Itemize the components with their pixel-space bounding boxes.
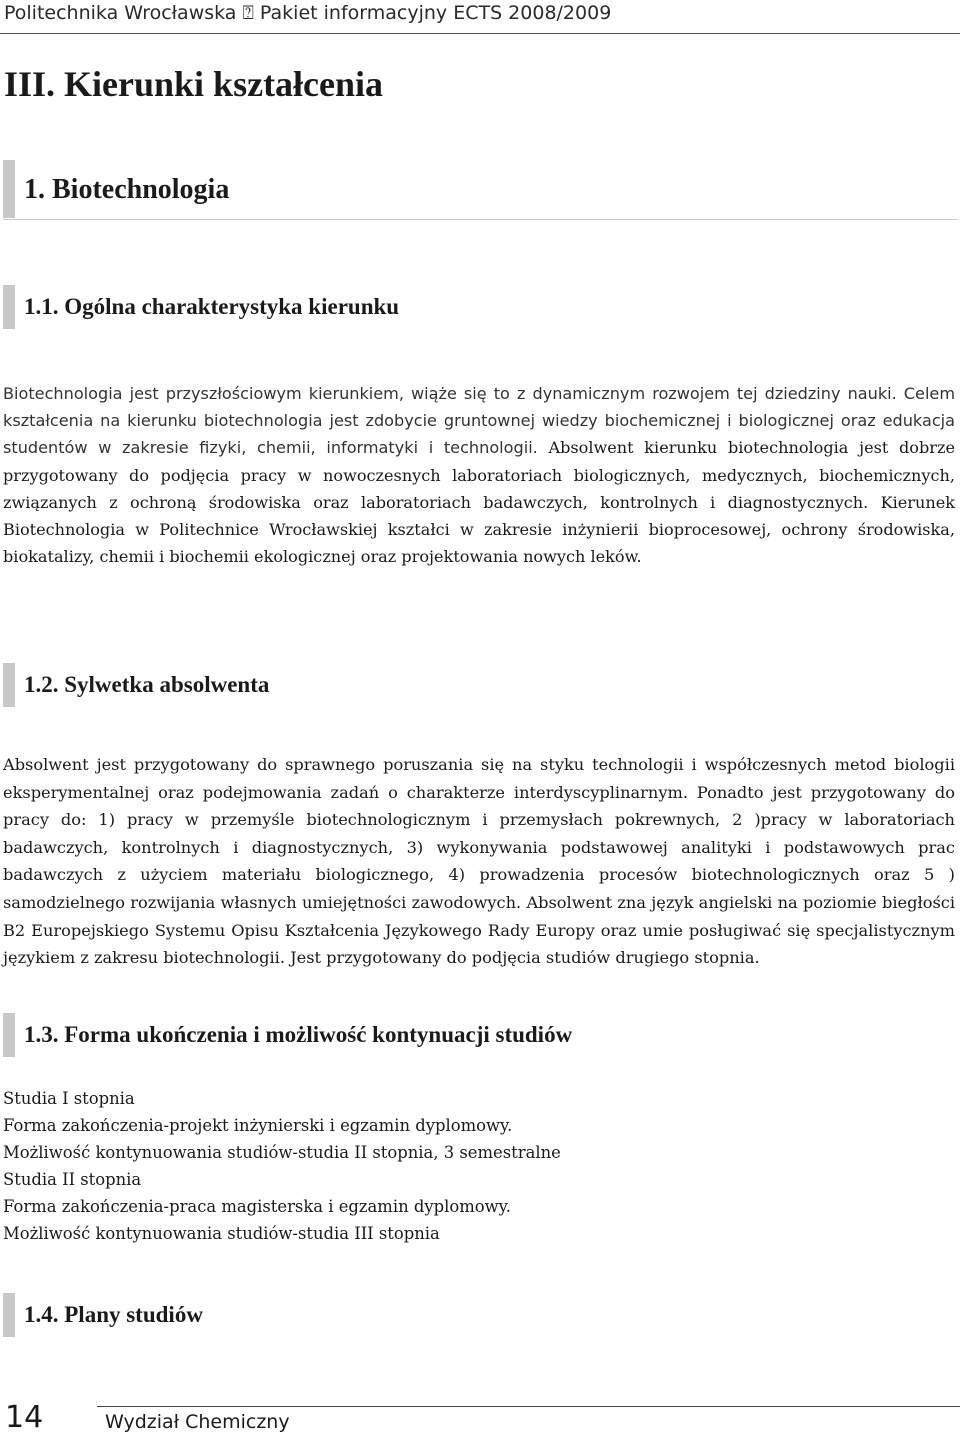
running-header <box>0 0 960 33</box>
section-marker <box>3 1013 15 1057</box>
header-rule <box>0 33 960 34</box>
list-item: Możliwość kontynuowania studiów-studia III stopnia <box>3 1224 440 1243</box>
section-rule <box>3 219 958 220</box>
characteristics-paragraph <box>3 380 955 570</box>
section-marker <box>3 663 15 707</box>
completion-list <box>3 1085 561 1247</box>
page-number: 14 <box>5 1400 44 1435</box>
list-item: Możliwość kontynuowania studiów-studia II stopnia, 3 semestralne <box>3 1143 561 1162</box>
characteristics-text-b: Absolwent kierunku biotechnologia jest dobrze przygotowany do podjęcia pracy w nowoczesnych laboratoriach biologicznych, medycznych, biochemicznych, związanych z ochroną środowiska oraz laboratoriach badawczych, kontrolnych i diagnostycznych. Kierunek Biotechnologia w Politechnice Wrocławskiej kształci w zakresie inżynierii bioprocesowej, ochrony środowiska, biokatalizy, chemii i biochemii ekologicznej oraz projektowania nowych leków. <box>3 438 955 567</box>
section-heading-1 <box>3 160 958 218</box>
part-title: III. Kierunki kształcenia <box>4 64 384 104</box>
list-item: Studia I stopnia <box>3 1089 135 1108</box>
header-text: Politechnika Wrocławska ⍰ Pakiet informacyjny ECTS 2008/2009 <box>4 2 612 24</box>
footer-rule <box>97 1406 960 1407</box>
section-marker <box>3 1293 15 1337</box>
department-name: Wydział Chemiczny <box>105 1411 290 1433</box>
section-marker <box>3 285 15 329</box>
section-title: 1.2. Sylwetka absolwenta <box>24 672 270 697</box>
section-marker <box>3 160 15 218</box>
graduate-profile-paragraph: Absolwent jest przygotowany do sprawnego poruszania się na styku technologii i współczesnych metod biologii eksperymentalnej oraz podejmowania zadań o charakterze interdyscyplinarnym. Ponadto jest przygotowany do pracy do: 1) pracy w przemyśle biotechnologicznym i przemysłach pokrewnych, 2 )pracy w laboratoriach badawczych, kontrolnych i diagnostycznych, 3) wykonywania podstawowej analityki i podstawowych prac badawczych z użyciem materiału biologicznego, 4) prowadzenia procesów biotechnologicznych oraz 5 ) samodzielnego rozwijania własnych umiejętności zawodowych. Absolwent zna język angielski na poziomie biegłości B2 Europejskiego Systemu Opisu Kształcenia Językowego Rady Europy oraz umie posługiwać się specjalistycznym językiem z zakresu biotechnologii. Jest przygotowany do podjęcia studiów drugiego stopnia. <box>3 755 955 968</box>
section-title: 1.4. Plany studiów <box>24 1302 203 1327</box>
characteristics-text-a: Biotechnologia jest przyszłościowym kierunkiem, wiąże się to z dynamicznym rozwojem tej dziedziny nauki. Celem kształcenia na kierunku biotechnologia jest zdobycie gruntownej wiedzy biochemicznej i biologicznej oraz edukacja studentów w zakresie fizyki, chemii, informatyki i technologii. <box>3 384 955 458</box>
list-item: Studia II stopnia <box>3 1170 142 1189</box>
list-item: Forma zakończenia-projekt inżynierski i egzamin dyplomowy. <box>3 1116 513 1135</box>
running-footer <box>0 1398 960 1438</box>
list-item: Forma zakończenia-praca magisterska i egzamin dyplomowy. <box>3 1197 511 1216</box>
section-title: 1. Biotechnologia <box>24 174 230 205</box>
section-title: 1.1. Ogólna charakterystyka kierunku <box>24 294 400 319</box>
section-title: 1.3. Forma ukończenia i możliwość kontynuacji studiów <box>24 1022 573 1047</box>
